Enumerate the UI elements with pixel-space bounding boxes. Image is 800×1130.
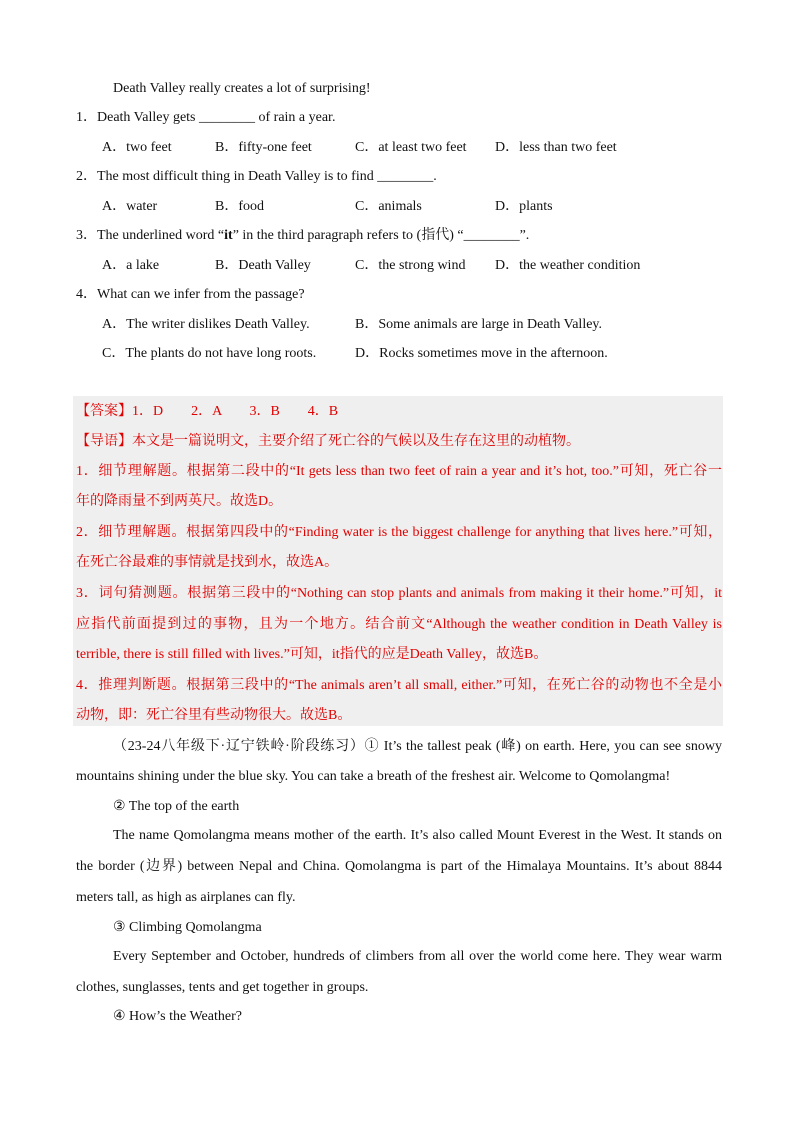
question-3-underlined-word: it xyxy=(224,228,233,243)
question-3-option-d: D．the weather condition xyxy=(495,258,641,273)
question-2-stem: 2．The most difficult thing in Death Valley is to find ________. xyxy=(76,169,437,184)
explanation-2-line-2: 在死亡谷最难的事情就是找到水，故选A。 xyxy=(76,555,339,570)
explanation-1-line-1: 1．细节理解题。根据第二段中的“It gets less than two feet of rain a year and it’s hot, too.”可知，死亡谷一 xyxy=(76,464,722,479)
passage-heading-3: ③ Climbing Qomolangma xyxy=(113,920,262,935)
explanation-2-line-1: 2．细节理解题。根据第四段中的“Finding water is the biggest challenge for anything that lives here.”可知， xyxy=(76,525,722,540)
intro-line: Death Valley really creates a lot of surprising! xyxy=(113,81,371,96)
question-3-stem-start: 3．The underlined word “ xyxy=(76,228,225,243)
question-4-option-b: B．Some animals are large in Death Valley. xyxy=(355,317,603,332)
question-3-stem-end: ” in the third paragraph refers to (指代) “________”. xyxy=(232,228,530,243)
explanation-4-line-2: 动物，即：死亡谷里有些动物很大。故选B。 xyxy=(76,708,352,723)
question-3-option-c: C．the strong wind xyxy=(355,258,466,273)
question-2-option-b: B．food xyxy=(215,199,264,214)
question-2-option-a: A．water xyxy=(102,199,158,214)
question-4-option-a: A．The writer dislikes Death Valley. xyxy=(102,317,310,332)
passage-p2-line-1: The name Qomolangma means mother of the earth. It’s also called Mount Everest in the West. It stands on xyxy=(113,828,722,843)
question-4-option-d: D．Rocks sometimes move in the afternoon. xyxy=(355,346,608,361)
explanation-1-line-2: 年的降雨量不到两英尺。故选D。 xyxy=(76,494,283,509)
guide-line: 【导语】本文是一篇说明文，主要介绍了死亡谷的气候以及生存在这里的动植物。 xyxy=(76,434,580,449)
question-1-stem: 1．Death Valley gets ________ of rain a year. xyxy=(76,110,336,125)
question-2-option-d: D．plants xyxy=(495,199,553,214)
explanation-3-line-3: terrible, there is still filled with lives.”可知，it指代的应是Death Valley，故选B。 xyxy=(76,647,548,662)
question-2-option-c: C．animals xyxy=(355,199,422,214)
question-4-option-c: C．The plants do not have long roots. xyxy=(102,346,317,361)
question-3-option-b: B．Death Valley xyxy=(215,258,311,273)
explanation-4-line-1: 4．推理判断题。根据第三段中的“The animals aren’t all small, either.”可知，在死亡谷的动物也不全是小 xyxy=(76,678,722,693)
passage-heading-4: ④ How’s the Weather? xyxy=(113,1009,242,1024)
question-1-option-c: C．at least two feet xyxy=(355,140,467,155)
passage-heading-2: ② The top of the earth xyxy=(113,799,240,814)
answer-line: 【答案】1．D 2．A 3．B 4．B xyxy=(76,404,339,419)
explanation-3-line-1: 3．词句猜测题。根据第三段中的“Nothing can stop plants and animals from making it their home.”可知，it xyxy=(76,586,722,601)
passage-p1-line-2: mountains shining under the blue sky. You can take a breath of the freshest air. Welcome to Qomolangma! xyxy=(76,769,671,784)
question-3-stem xyxy=(76,227,529,245)
passage-p1-line-1: （23-24八年级下·辽宁铁岭·阶段练习）① It’s the tallest peak (峰) on earth. Here, you can see snowy xyxy=(113,739,722,754)
question-1-option-b: B．fifty-one feet xyxy=(215,140,312,155)
passage-p3-line-1: Every September and October, hundreds of climbers from all over the world come here. They wear warm xyxy=(113,949,722,964)
passage-p3-line-2: clothes, sunglasses, tents and get together in groups. xyxy=(76,980,369,995)
passage-p2-line-3: meters tall, as high as airplanes can fly. xyxy=(76,890,296,905)
question-1-option-a: A．two feet xyxy=(102,140,172,155)
passage-p2-line-2: the border (边界) between Nepal and China. Qomolangma is part of the Himalaya Mountains. It’s about 8844 xyxy=(76,859,722,874)
explanation-3-line-2: 应指代前面提到过的事物，且为一个地方。结合前文“Although the weather condition in Death Valley is xyxy=(76,617,722,632)
question-4-stem: 4．What can we infer from the passage? xyxy=(76,287,305,302)
question-3-option-a: A．a lake xyxy=(102,258,160,273)
question-1-option-d: D．less than two feet xyxy=(495,140,617,155)
